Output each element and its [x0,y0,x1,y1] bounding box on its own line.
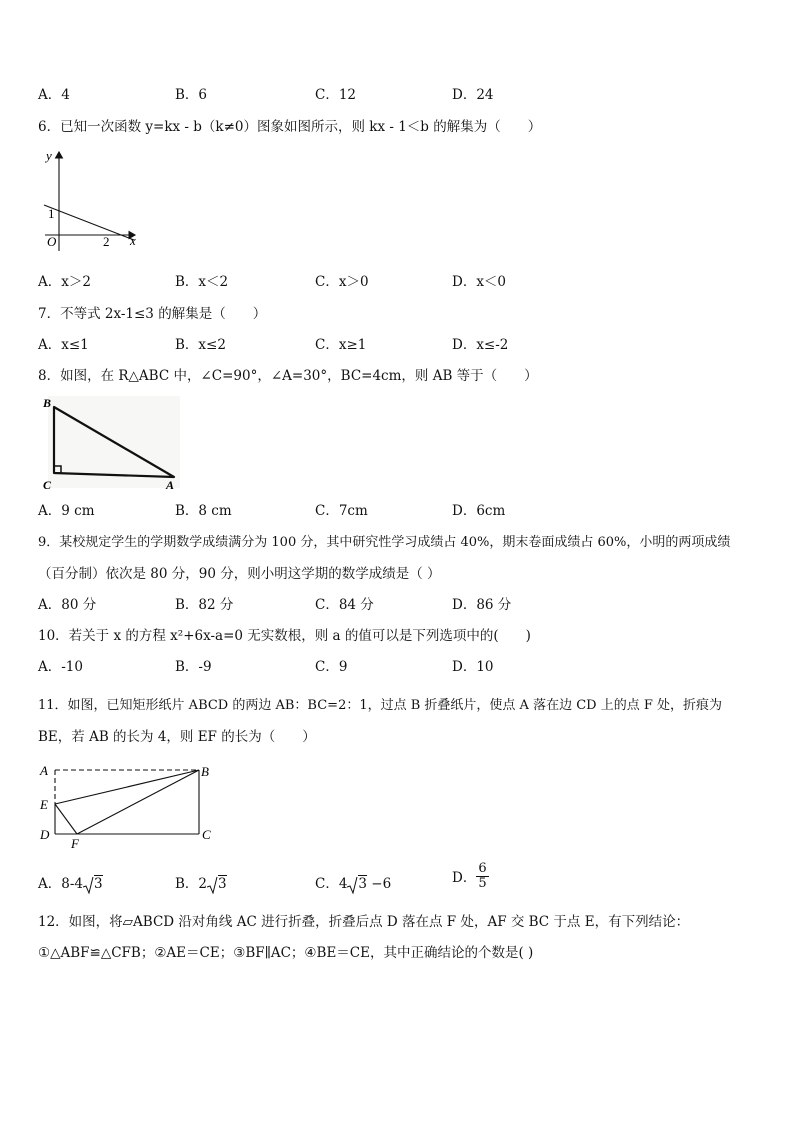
q11-option-c-radicand: 3 [358,876,368,892]
q11-folded-rectangle-figure [36,760,226,850]
vertex-c-label: C [43,478,52,492]
q7-option-d[interactable]: D．x≤-2 [452,337,509,353]
q8-stem: 8．如图，在 R△ABC 中，∠C=90°，∠A=30°，BC=4cm，则 AB 等于（ ） [38,368,538,384]
x-intercept-label: 2 [103,234,110,249]
q11-option-b-prefix: B．2 [175,876,208,892]
fraction-denominator: 5 [478,875,487,891]
q7-option-a[interactable]: A．x≤1 [38,337,89,353]
q9-option-c[interactable]: C．84 分 [315,597,374,613]
fraction [476,862,488,890]
origin-label: O [47,234,57,249]
q12-conclusions: ①△ABF≌△CFB；②AE＝CE；③BF∥AC；④BE＝CE，其中正确结论的个数是( ) [38,945,534,961]
q8-right-triangle-figure [40,392,180,492]
q5-option-d[interactable]: D．24 [452,87,494,103]
q12-stem: 12．如图，将▱ABCD 沿对角线 AC 进行折叠，折叠后点 D 落在点 F 处，AF 交 BC 于点 E，有下列结论： [38,914,690,930]
q10-option-d[interactable]: D．10 [452,659,494,675]
y-axis-label: y [46,148,52,163]
q6-option-a[interactable]: A．x＞2 [38,274,91,290]
q11-option-b-radicand: 3 [218,876,227,892]
line-bf [77,770,199,834]
q8-option-b[interactable]: B．8 cm [175,503,232,519]
q5-option-c[interactable]: C．12 [315,87,357,103]
q7-option-b[interactable]: B．x≤2 [175,337,226,353]
q10-stem: 10．若关于 x 的方程 x²+6x-a=0 无实数根，则 a 的值可以是下列选项中的( ) [38,628,531,644]
q11-stem-line1: 11．如图，已知矩形纸片 ABCD 的两边 AB：BC=2：1，过点 B 折叠纸片，使点 A 落在边 CD 上的点 F 处，折痕为 [38,698,722,713]
vertex-a-label: A [166,478,175,492]
fold-line-be [55,770,199,804]
q9-option-a[interactable]: A．80 分 [38,597,97,613]
q9-stem-line2: （百分制）依次是 80 分，90 分，则小明这学期的数学成绩是（ ） [38,566,441,582]
q8-option-d[interactable]: D．6cm [452,503,506,519]
q11-option-c-prefix: C．4 [315,876,348,892]
q6-option-d[interactable]: D．x＜0 [452,274,507,290]
point-a-label: A [40,763,48,778]
point-f-label: F [71,836,79,850]
q11-stem-line2: BE，若 AB 的长为 4，则 EF 的长为（ ） [38,729,316,745]
q10-option-b[interactable]: B．-9 [175,659,212,675]
q5-option-b[interactable]: B．6 [175,87,208,103]
q5-option-a[interactable]: A．4 [38,87,70,103]
sqrt-symbol-icon [207,876,218,894]
q7-stem: 7．不等式 2x-1≤3 的解集是（ ） [38,306,267,322]
q6-option-c[interactable]: C．x＞0 [315,274,369,290]
q11-option-a-radicand: 3 [94,876,103,892]
q6-linear-function-graph [40,146,150,256]
point-c-label: C [202,827,211,842]
q11-option-a[interactable] [38,872,103,894]
q9-option-d[interactable]: D．86 分 [452,597,512,613]
sqrt-symbol-icon [347,876,358,894]
x-axis-label: x [130,233,136,248]
q10-option-c[interactable]: C．9 [315,659,348,675]
q11-option-c-suffix: −6 [367,876,392,892]
sqrt-symbol-icon [83,876,94,894]
q9-stem-line1: 9．某校规定学生的学期数学成绩满分为 100 分，其中研究性学习成绩占 40%，期末卷面成绩占 60%，小明的两项成绩 [38,535,731,550]
q8-option-c[interactable]: C．7cm [315,503,368,519]
q8-option-a[interactable]: A．9 cm [38,503,95,519]
q11-option-d-prefix: D． [452,870,477,887]
point-e-label: E [40,797,48,812]
q10-option-a[interactable]: A．-10 [38,659,83,675]
q11-option-b[interactable] [175,872,227,894]
line-ef [55,804,77,834]
q6-option-b[interactable]: B．x＜2 [175,274,229,290]
point-b-label: B [201,764,209,779]
fraction-numerator: 6 [478,861,487,876]
q7-option-c[interactable]: C．x≥1 [315,337,367,353]
y-intercept-label: 1 [48,206,55,221]
q11-option-a-prefix: A．8-4 [38,876,83,892]
vertex-b-label: B [43,396,52,410]
q11-option-c[interactable] [315,872,391,894]
q11-option-d[interactable] [452,862,489,890]
q9-option-b[interactable]: B．82 分 [175,597,234,613]
point-d-label: D [40,827,50,842]
q6-stem: 6．已知一次函数 y=kx - b（k≠0）图象如图所示，则 kx - 1＜b 的解集为（ ） [38,119,542,135]
